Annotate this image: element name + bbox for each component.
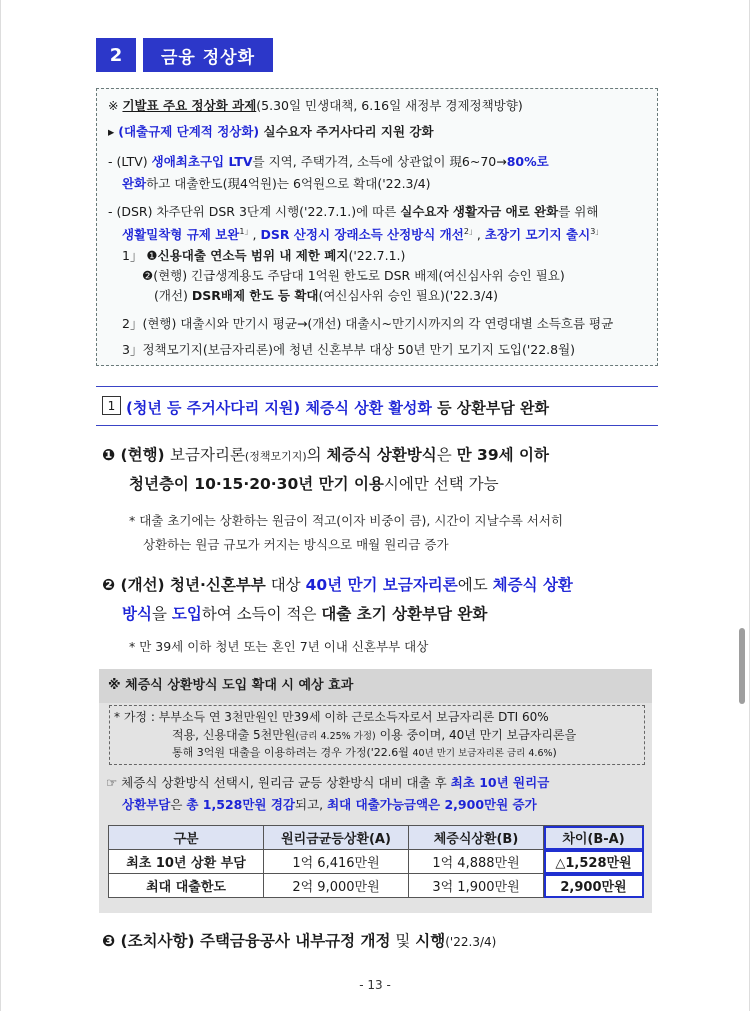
table-cell: △1,528만원 (544, 850, 644, 874)
table-header: 체증식상환(B) (409, 826, 544, 850)
table-header: 구분 (109, 826, 264, 850)
result-line-2: 상환부담은 총 1,528만원 경감되고, 최대 대출가능금액은 2,900만원 증가 (122, 797, 537, 812)
table-cell: 1억 6,416만원 (264, 850, 409, 874)
table-cell: 2억 9,000만원 (264, 874, 409, 898)
subsection-header (96, 386, 658, 426)
summary-line-6: 생활밀착형 규제 보완$^{1」}$, DSR 산정시 장래소득 산정방식 개선$^{2」}$, 초장기 모기지 출시$^{3」}$ (122, 227, 604, 243)
table-cell: 2,900만원 (544, 874, 644, 898)
table-cell: 최초 10년 상환 부담 (109, 850, 264, 874)
summary-footnote-1b: ❷(현행) 긴급생계용도 주담대 1억원 한도로 DSR 배제(여신심사위 승인 필요) (142, 268, 565, 283)
assumption-line-2: 적용, 신용대출 5천만원(금리 4.25% 가정) 이용 중이며, 40년 만기 보금자리론을 (172, 728, 577, 742)
paragraph-1-line-1: ❶ (현행) 보금자리론(정책모기지)의 체증식 상환방식은 만 39세 이하 (102, 446, 549, 464)
result-line-1: ☞ 체증식 상환방식 선택시, 원리금 균등 상환방식 대비 대출 후 최초 10년 원리금 (106, 775, 550, 790)
summary-line-1: ※ 기발표 주요 정상화 과제(5.30일 민생대책, 6.16일 새정부 경제정책방향) (108, 98, 523, 113)
section-title: 금융 정상화 (143, 38, 273, 72)
section-number: 2 (96, 38, 136, 72)
vertical-scrollbar[interactable] (739, 628, 745, 704)
table-header-row (109, 826, 644, 850)
summary-line-5: - (DSR) 차주단위 DSR 3단계 시행('22.7.1.)에 따른 실수요자 생활자금 애로 완화를 위해 (108, 204, 599, 219)
note-2: * 만 39세 이하 청년 또는 혼인 7년 이내 신혼부부 대상 (129, 639, 429, 654)
assumption-line-1: * 가정 : 부부소득 연 3천만원인 만39세 이하 근로소득자로서 보금자리론 DTI 60% (114, 710, 549, 724)
paragraph-2-line-1: ❷ (개선) 청년·신혼부부 대상 40년 만기 보금자리론에도 체증식 상환 (102, 576, 573, 594)
summary-footnote-1c: (개선) DSR배제 한도 등 확대(여신심사위 승인 필요)('22.3/4) (154, 288, 499, 303)
paragraph-2-line-2: 방식을 도입하여 소득이 적은 대출 초기 상환부담 완화 (122, 605, 488, 623)
summary-footnote-1: 1」 ❶신용대출 연소득 범위 내 제한 폐지('22.7.1.) (122, 248, 406, 263)
subsection-number: 1 (102, 396, 121, 415)
table-cell: 1억 4,888만원 (409, 850, 544, 874)
table-header: 차이(B-A) (544, 826, 644, 850)
table-header: 원리금균등상환(A) (264, 826, 409, 850)
summary-line-2: ▸ (대출규제 단계적 정상화) 실수요자 주거사다리 지원 강화 (108, 124, 434, 139)
summary-footnote-3: 3」정책모기지(보금자리론)에 청년 신혼부부 대상 50년 만기 모기지 도입('22.8월) (122, 342, 576, 357)
summary-footnote-2: 2」(현행) 대출시와 만기시 평균→(개선) 대출시~만기시까지의 각 연령대별 소득흐름 평균 (122, 316, 614, 331)
summary-line-4: 완화하고 대출한도(現4억원)는 6억원으로 확대('22.3/4) (122, 176, 431, 191)
effect-title: ※ 체증식 상환방식 도입 확대 시 예상 효과 (108, 678, 354, 693)
paragraph-3: ❸ (조치사항) 주택금융공사 내부규정 개정 및 시행('22.3/4) (102, 932, 497, 950)
paragraph-1-line-2: 청년층이 10·15·20·30년 만기 이용시에만 선택 가능 (129, 475, 499, 493)
note-1-line-1: * 대출 초기에는 상환하는 원금이 적고(이자 비중이 큼), 시간이 지날수록 서서히 (129, 513, 564, 528)
comparison-table (108, 825, 644, 898)
assumption-line-3: 통해 3억원 대출을 이용하려는 경우 가정('22.6월 40년 만기 보금자리론 금리 4.6%) (172, 746, 557, 759)
table-row (109, 850, 644, 874)
summary-line-3: - (LTV) 생애최초구입 LTV를 지역, 주택가격, 소득에 상관없이 現6~70→80%로 (108, 154, 549, 169)
page-number: - 13 - (359, 978, 391, 992)
table-cell: 최대 대출한도 (109, 874, 264, 898)
note-1-line-2: 상환하는 원금 규모가 커지는 방식으로 매월 원리금 증가 (143, 537, 449, 552)
table-cell: 3억 1,900만원 (409, 874, 544, 898)
table-row (109, 874, 644, 898)
subsection-title: (청년 등 주거사다리 지원) 체증식 상환 활성화 등 상환부담 완화 (126, 399, 549, 417)
